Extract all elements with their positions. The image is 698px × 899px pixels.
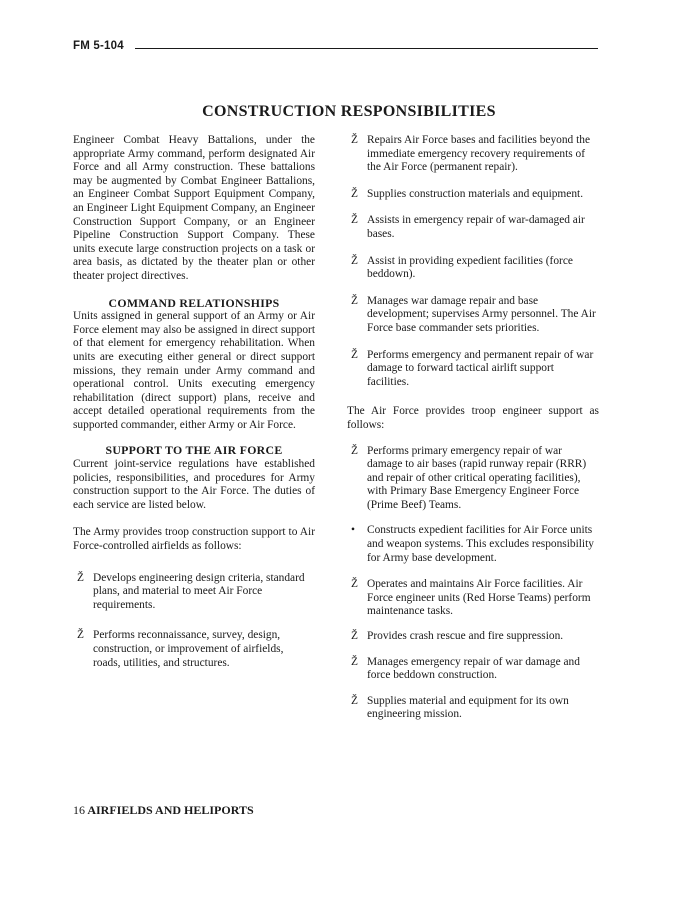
list-item-text: Operates and maintains Air Force facilities. Air Force engineer units (Red Horse Teams) perform maintenance tasks. — [367, 578, 591, 618]
list-item — [347, 695, 599, 722]
list-item — [347, 188, 599, 202]
right-column — [347, 134, 599, 722]
bullet-icon: Ž — [351, 578, 358, 591]
list-item-text: Supplies material and equipment for its own engineering mission. — [367, 694, 569, 721]
left-column — [73, 134, 315, 670]
bullet-icon: • — [351, 524, 355, 537]
page-number: 16 — [73, 803, 85, 817]
list-item — [73, 572, 315, 613]
list-item-text: Constructs expedient facilities for Air Force units and weapon systems. This excludes responsibility for Army base development. — [367, 524, 594, 564]
list-item — [347, 656, 599, 683]
bullet-icon: Ž — [351, 254, 358, 267]
list-item-text: Develops engineering design criteria, standard plans, and material to meet Air Force requirements. — [93, 571, 305, 611]
page-title: CONSTRUCTION RESPONSIBILITIES — [202, 103, 496, 120]
intro-paragraph: Engineer Combat Heavy Battalions, under the appropriate Army command, perform designated Air Force and all Army construction. These battalions may be augmented by Combat Engineer Battalions, an Engineer Combat Support Equipment Company, an Engineer Light Equipment Company, an Engineer Construction Support Company, or an Engineer Pipeline Construction Support Company. These units execute large construction projects on a task or area basis, as dictated by the theater plan or other theater project directives. — [73, 134, 315, 282]
bullet-icon: Ž — [351, 214, 358, 227]
list-item — [73, 629, 315, 670]
list-item — [347, 578, 599, 619]
bullet-icon: Ž — [351, 444, 358, 457]
list-item-text: Performs reconnaissance, survey, design, construction, or improvement of airfields, roads, utilities, and structures. — [93, 629, 284, 669]
bullet-icon: Ž — [351, 348, 358, 361]
list-item — [347, 295, 599, 336]
list-item-text: Performs emergency and permanent repair of war damage to forward tactical airlift support facilities. — [367, 348, 594, 388]
list-item-text: Provides crash rescue and fire suppression. — [367, 630, 564, 643]
support-to-air-force-paragraph: Current joint-service regulations have established policies, responsibilities, and procedures for Army construction support to the Air Force. The duties of each service are listed below. — [73, 458, 315, 511]
list-item-text: Performs primary emergency repair of war damage to air bases (rapid runway repair (RRR) and repair of other critical operating facilities), with Primary Base Emergency Engineer Force (Prime Beef) Teams. — [367, 444, 587, 511]
bullet-icon: Ž — [77, 571, 84, 584]
bullet-icon: Ž — [351, 134, 358, 146]
chapter-title: AIRFIELDS AND HELIPORTS — [87, 803, 254, 817]
list-item-text: Manages emergency repair of war damage and force beddown construction. — [367, 655, 580, 682]
list-item-text: Supplies construction materials and equipment. — [367, 187, 584, 200]
air-force-support-intro: The Air Force provides troop engineer support as follows: — [347, 405, 599, 431]
bullet-icon: Ž — [351, 187, 358, 200]
page-header — [73, 40, 598, 58]
list-item — [347, 630, 599, 644]
list-item — [347, 349, 599, 390]
list-item-text: Manages war damage repair and base development; supervises Army personnel. The Air Force base commander sets priorities. — [367, 294, 596, 334]
command-relationships-heading: COMMAND RELATIONSHIPS — [108, 295, 280, 310]
list-item — [347, 134, 599, 175]
manual-code: FM 5-104 — [73, 40, 124, 52]
bullet-icon: Ž — [351, 294, 358, 307]
list-item — [347, 214, 599, 241]
bullet-icon: Ž — [351, 630, 358, 643]
list-item — [347, 524, 599, 565]
army-support-intro: The Army provides troop construction support to Air Force-controlled airfields as follows: — [73, 526, 315, 553]
list-item-text: Repairs Air Force bases and facilities beyond the immediate emergency recovery requirements of the Air Force (permanent repair). — [367, 134, 591, 174]
header-rule — [135, 48, 598, 49]
page-footer — [73, 803, 254, 818]
list-item — [347, 445, 599, 513]
support-to-air-force-heading: SUPPORT TO THE AIR FORCE — [105, 443, 283, 458]
list-item-text: Assists in emergency repair of war-damaged air bases. — [367, 214, 585, 240]
bullet-icon: Ž — [77, 629, 84, 642]
list-item-text: Assist in providing expedient facilities (force beddown). — [367, 254, 573, 281]
bullet-icon: Ž — [351, 694, 358, 707]
bullet-icon: Ž — [351, 655, 358, 668]
command-relationships-paragraph: Units assigned in general support of an Army or Air Force element may also be assigned in direct support of that element for emergency rehabilitation. When units are executing either general or direct support missions, they remain under Army command and operational control. Units executing emergency rehabilitation (direct support) plans, receive and accept detailed operational requirements from the supported commander, either Army or Air Force. — [73, 310, 315, 431]
list-item — [347, 255, 599, 282]
